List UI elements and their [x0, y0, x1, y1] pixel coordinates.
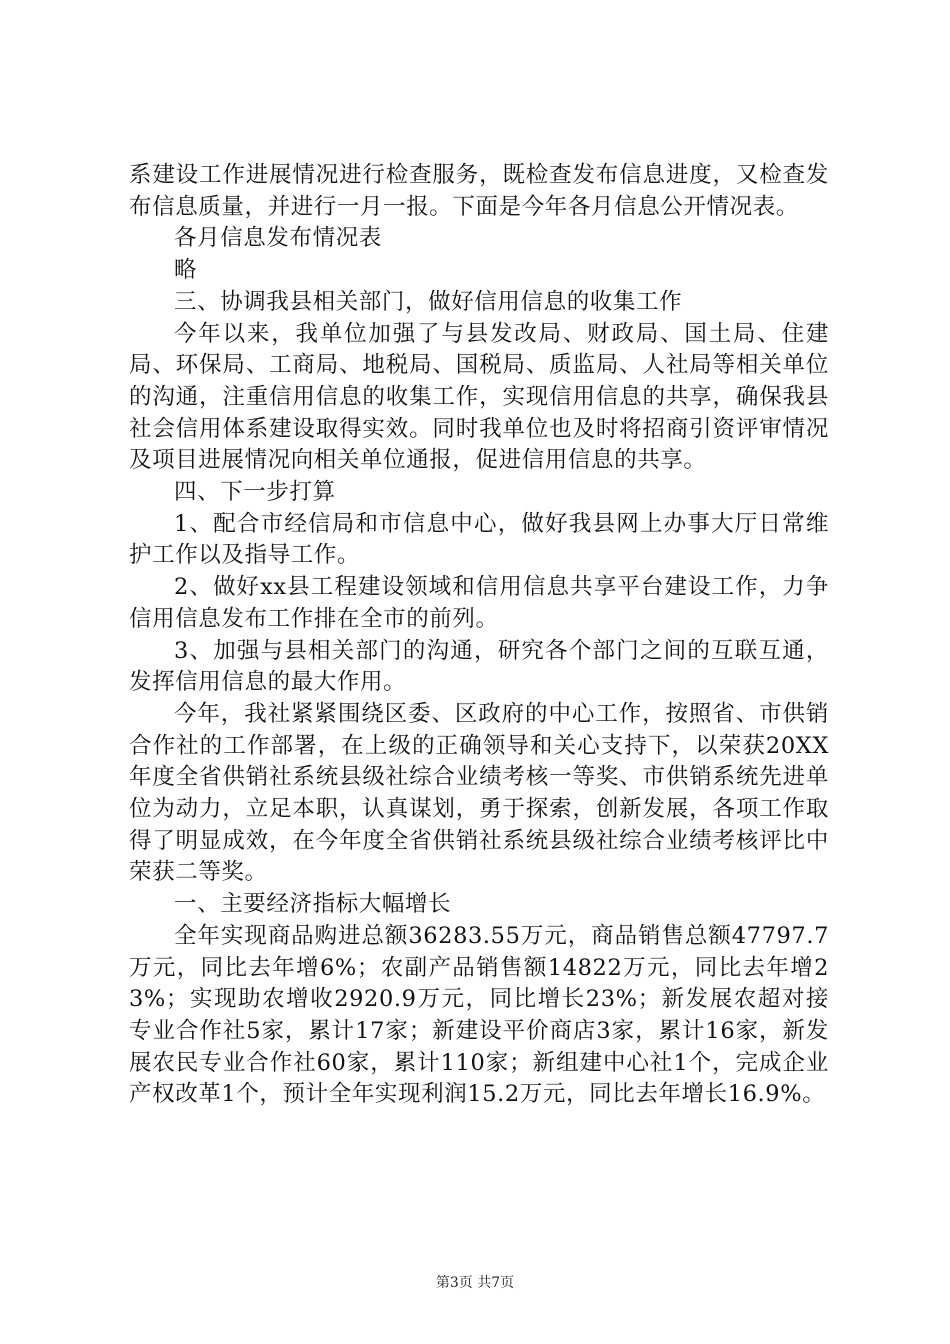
list-item: 3、加强与县相关部门的沟通，研究各个部门之间的互联互通，发挥信用信息的最大作用。 — [129, 637, 829, 696]
document-body — [129, 160, 829, 1111]
paragraph: 系建设工作进展情况进行检查服务，既检查发布信息进度，又检查发布信息质量，并进行一月一报。下面是今年各月信息公开情况表。 — [129, 162, 829, 220]
page-number: 第3页 共7页 — [435, 1275, 515, 1291]
section-heading-4: 四、下一步打算 — [174, 479, 336, 506]
list-item: 1、配合市经信局和市信息中心，做好我县网上办事大厅日常维护工作以及指导工作。 — [129, 510, 829, 569]
paragraph: 全年实现商品购进总额36283.55万元，商品销售总额47797.7万元，同比去年增6%；农副产品销售额14822万元，同比去年增23%；实现助农增收2920.9万元，同比增长23%；新发展农超对接专业合作社5家，累计17家；新建设平价商店3家，累计16家，新发展农民专业合作社60家，累计110家；新组建中心社1个，完成企业产权改革1个，预计全年实现利润15.2万元，同比去年增长16.9%。 — [129, 922, 829, 1108]
paragraph: 今年，我社紧紧围绕区委、区政府的中心工作，按照省、市供销合作社的工作部署，在上级的正确领导和关心支持下，以荣获20XX年度全省供销社系统县级社综合业绩考核一等奖、市供销系统先进单位为动力，立足本职，认真谋划，勇于探索，创新发展，各项工作取得了明显成效，在今年度全省供销社系统县级社综合业绩考核评比中荣获二等奖。 — [129, 700, 829, 886]
section-heading-1: 一、主要经济指标大幅增长 — [174, 891, 452, 918]
table-caption: 各月信息发布情况表 — [174, 225, 382, 252]
section-heading-3: 三、协调我县相关部门，做好信用信息的收集工作 — [174, 288, 683, 315]
paragraph: 今年以来，我单位加强了与县发改局、财政局、国土局、住建局、环保局、工商局、地税局、国税局、质监局、人社局等相关单位的沟通，注重信用信息的收集工作，实现信用信息的共享，确保我县社会信用体系建设取得实效。同时我单位也及时将招商引资评审情况及项目进展情况向相关单位通报，促进信用信息的共享。 — [129, 320, 829, 474]
table-omitted-note: 略 — [174, 257, 198, 284]
list-item: 2、做好xx县工程建设领域和信用信息共享平台建设工作，力争信用信息发布工作排在全市的前列。 — [129, 574, 829, 632]
